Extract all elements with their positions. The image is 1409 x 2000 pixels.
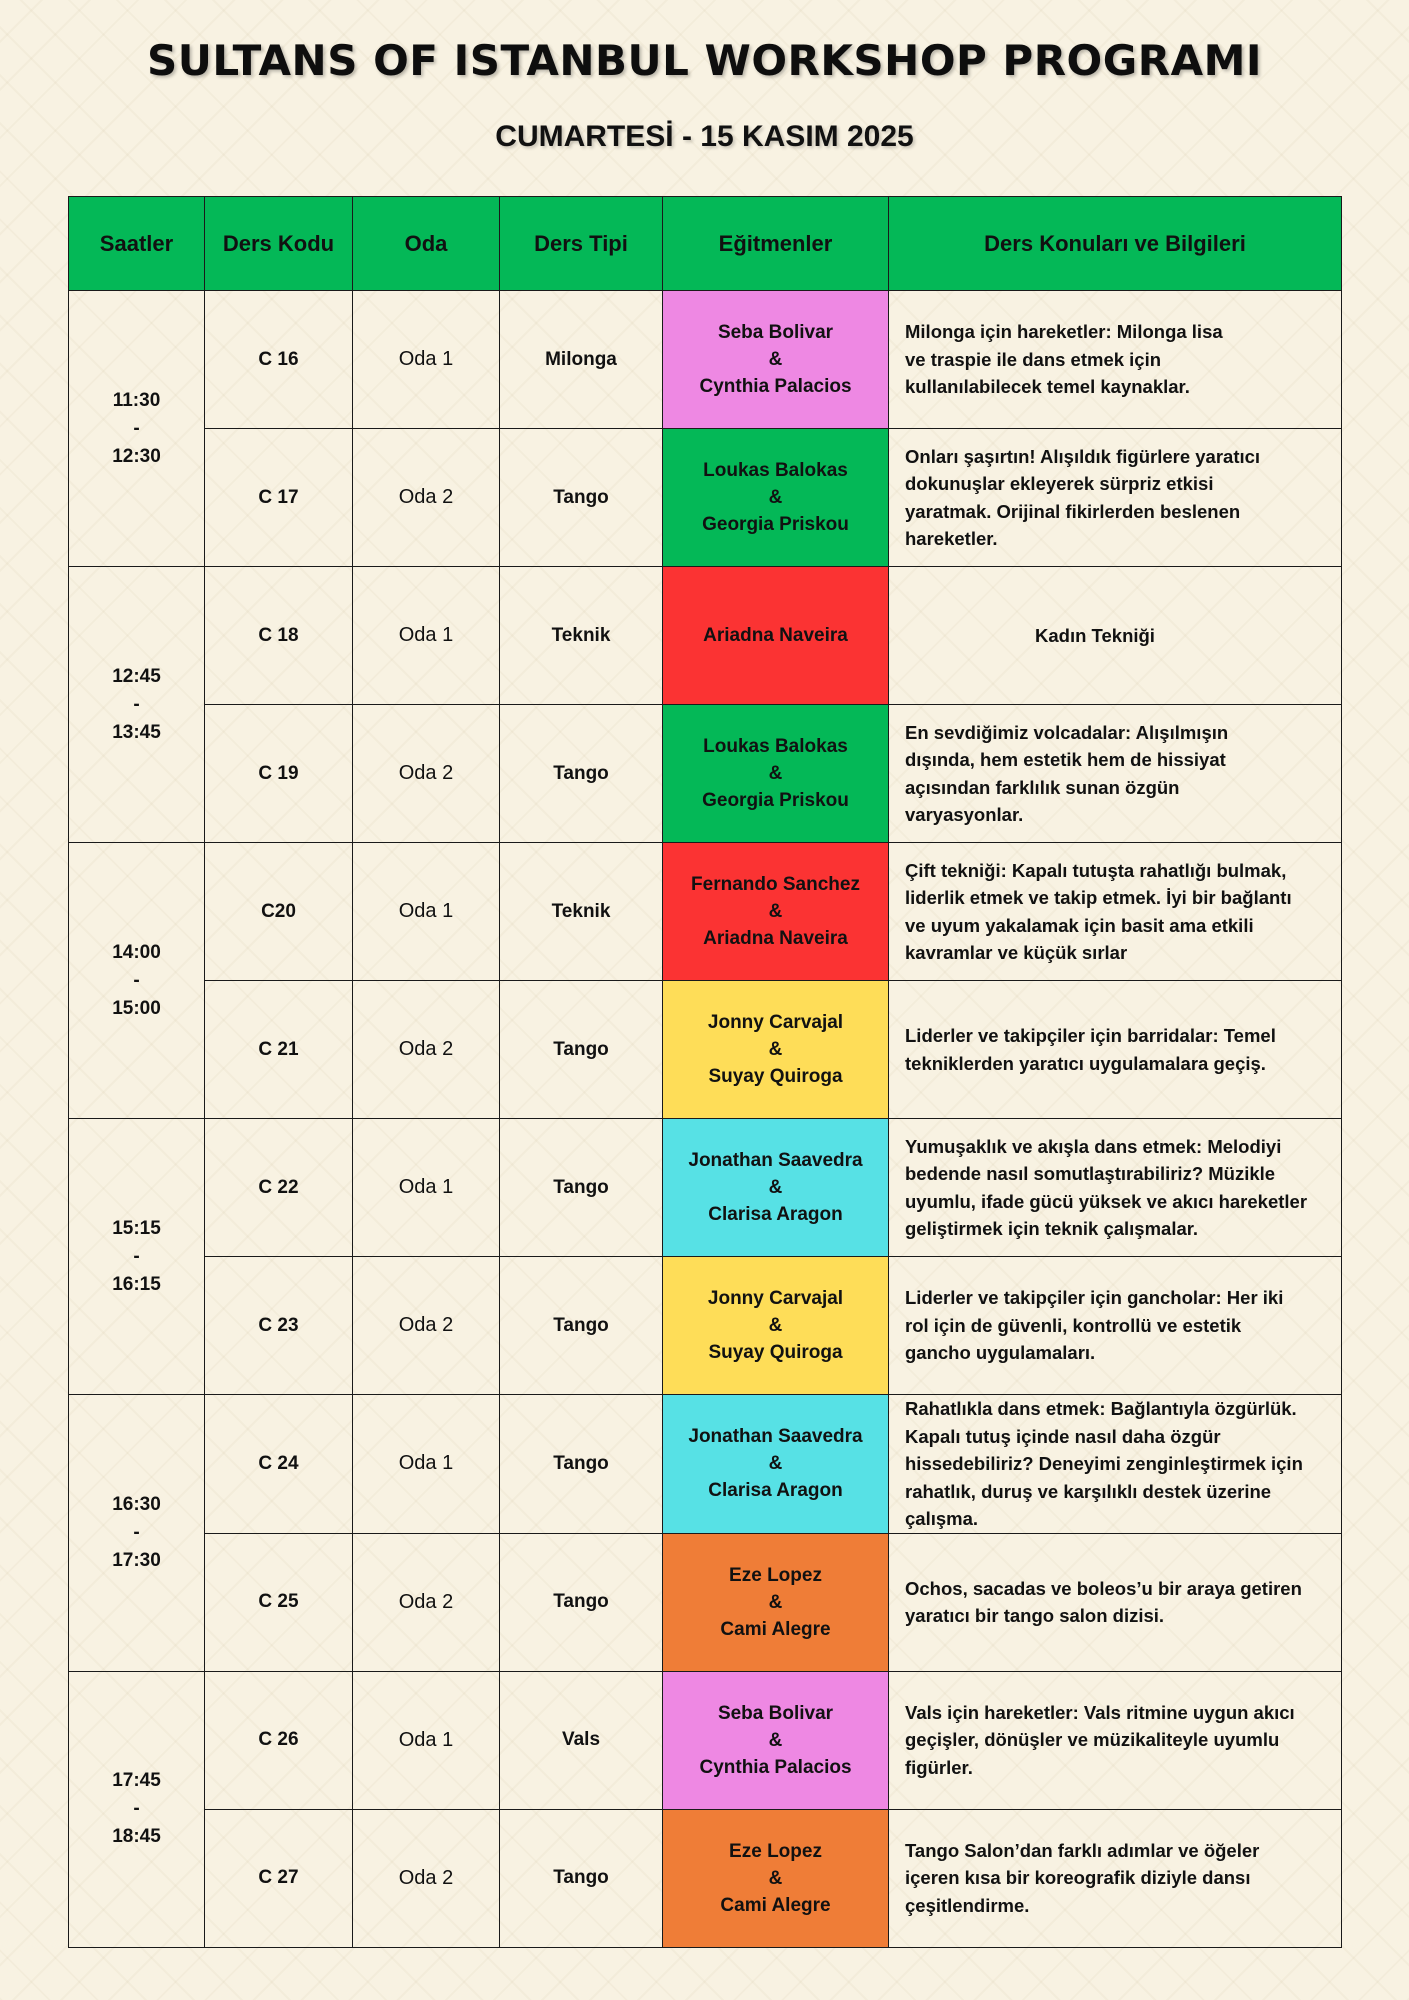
course-type-cell: Tango [500,429,663,567]
instructors-cell [663,1533,889,1671]
course-info-line: figürler. [905,1756,973,1778]
room-cell: Oda 1 [353,843,500,981]
room-cell: Oda 2 [353,705,500,843]
course-info-cell [889,1671,1342,1809]
course-info-line: Kadın Tekniği [1035,624,1155,646]
instructor-line: & [768,1177,783,1198]
course-info-line: Milonga için hareketler: Milonga lisa [905,321,1223,343]
course-info-cell [889,1533,1342,1671]
instructor-line: Suyay Quiroga [708,1066,843,1087]
course-info-line: ve traspie ile dans etmek için [905,348,1162,370]
instructor-line: Georgia Priskou [702,790,849,811]
instructor-line: Georgia Priskou [702,514,849,535]
instructors-cell [663,981,889,1119]
table-header-row [69,197,1342,291]
course-info-line: Liderler ve takipçiler için gancholar: Her iki [905,1287,1284,1309]
instructor-line: Ariadna Naveira [703,928,848,949]
instructor-line: Loukas Balokas [703,736,848,757]
course-code-cell: C 22 [205,1119,353,1257]
course-info-cell [889,981,1342,1119]
course-info-line: yaratıcı bir tango salon dizisi. [905,1605,1165,1626]
instructor-line: Cami Alegre [720,1894,831,1916]
instructor-line: & [768,1729,783,1751]
instructor-line: & [768,1591,783,1613]
table-row [69,981,1342,1119]
instructor-line: Seba Bolivar [717,322,834,343]
instructors-cell [663,1671,889,1809]
course-info-line: Liderler ve takipçiler için barridalar: Temel [905,1025,1276,1046]
schedule-table [68,196,1342,1948]
time-slot-line: - [133,1521,140,1543]
course-info-line: çeşitlendirme. [905,1894,1030,1916]
instructor-line: Suyay Quiroga [708,1342,843,1363]
course-type-cell: Tango [500,1533,663,1671]
time-slot-line: - [133,417,140,439]
course-info-line: hareketler. [905,528,998,549]
course-code-cell: C 24 [205,1395,353,1534]
instructors-cell [663,705,889,843]
course-type-cell: Tango [500,1395,663,1534]
table-row [69,429,1342,567]
header-egitmenler: Eğitmenler [663,197,889,291]
header-ders-kodu: Ders Kodu [205,197,353,291]
course-type-cell: Teknik [500,843,663,981]
table-row [69,843,1342,981]
course-info-line: geçişler, dönüşler ve müzikaliteyle uyumlu [905,1729,1280,1751]
course-info-line: Ochos, sacadas ve boleos’u bir araya getiren [905,1577,1302,1599]
course-info-line: uyumlu, ifade gücü yüksek ve akıcı hareketler [905,1190,1308,1212]
instructor-line: Cami Alegre [720,1618,831,1640]
instructor-line: Fernando Sanchez [691,874,860,895]
time-slot-line: 16:30 [112,1493,161,1515]
time-slot-cell [69,291,205,567]
time-slot-line: - [133,969,140,991]
header-saatler: Saatler [69,197,205,291]
course-type-cell: Tango [500,981,663,1119]
room-cell: Oda 2 [353,1533,500,1671]
instructor-line: & [768,1315,783,1336]
time-slot-line: 13:45 [112,721,161,743]
course-info-line: gancho uygulamaları. [905,1342,1096,1364]
time-slot-line: 12:45 [112,665,161,687]
instructor-line: & [768,1039,783,1060]
table-row [69,1809,1342,1947]
course-type-cell: Tango [500,1119,663,1257]
course-info-line: dokunuşlar ekleyerek sürpriz etkisi [905,473,1214,494]
instructor-line: Jonathan Saavedra [688,1426,863,1448]
time-slot-line: 17:45 [112,1770,161,1791]
room-cell: Oda 1 [353,1671,500,1809]
time-slot-line: - [133,693,140,715]
instructor-line: Cynthia Palacios [699,376,852,397]
instructors-cell [663,291,889,429]
time-slot-line: - [133,1245,140,1267]
table-row [69,291,1342,429]
room-cell: Oda 2 [353,1257,500,1395]
course-code-cell: C 26 [205,1671,353,1809]
time-slot-line: 17:30 [112,1549,161,1571]
table-row [69,1671,1342,1809]
course-info-line: Çift tekniği: Kapalı tutuşta rahatlığı bulmak, [905,859,1287,881]
course-info-line: kullanılabilecek temel kaynaklar. [905,376,1190,398]
time-slot-line: 11:30 [112,389,161,411]
time-slot-line: 18:45 [112,1826,161,1847]
instructors-cell [663,1809,889,1947]
course-info-line: kavramlar ve küçük sırlar [905,942,1128,963]
instructors-cell [663,1257,889,1395]
room-cell: Oda 2 [353,1809,500,1947]
course-info-cell [889,567,1342,705]
course-info-line: Kapalı tutuş içinde nasıl daha özgür [905,1425,1221,1447]
table-row [69,1257,1342,1395]
course-info-cell [889,1395,1342,1534]
course-info-line: açısından farklılık sunan özgün [905,776,1180,798]
instructor-line: & [768,1453,783,1475]
course-info-line: varyasyonlar. [905,804,1024,825]
room-cell: Oda 1 [353,1119,500,1257]
instructors-cell [663,429,889,567]
course-info-line: Rahatlıkla dans etmek: Bağlantıyla özgürlük. [905,1398,1297,1419]
instructor-line: Ariadna Naveira [703,625,848,646]
course-info-line: Tango Salon’dan farklı adımlar ve öğeler [905,1839,1260,1861]
course-code-cell: C 21 [205,981,353,1119]
instructor-line: Clarisa Aragon [708,1204,843,1225]
time-slot-line: - [133,1798,140,1819]
time-slot-line: 12:30 [112,445,161,467]
instructors-cell [663,843,889,981]
time-slot-cell [69,843,205,1119]
instructor-line: Cynthia Palacios [699,1756,852,1778]
course-info-line: Onları şaşırtın! Alışıldık figürlere yaratıcı [905,445,1261,467]
instructor-line: Eze Lopez [729,1840,822,1862]
course-info-cell [889,705,1342,843]
course-code-cell: C 25 [205,1533,353,1671]
course-info-line: Vals için hareketler: Vals ritmine uygun akıcı [905,1701,1295,1723]
instructor-line: Clarisa Aragon [708,1480,843,1502]
instructor-line: Loukas Balokas [703,460,848,481]
instructor-line: & [768,349,783,370]
course-type-cell: Tango [500,705,663,843]
header-ders-tipi: Ders Tipi [500,197,663,291]
instructors-cell [663,1395,889,1534]
course-info-line: çalışma. [905,1508,979,1529]
instructor-line: Eze Lopez [729,1564,822,1586]
course-code-cell: C 16 [205,291,353,429]
time-slot-cell [69,1119,205,1395]
instructors-cell [663,1119,889,1257]
course-info-line: içeren kısa bir koreografik diziyle dansı [905,1867,1251,1889]
course-type-cell: Tango [500,1809,663,1947]
course-info-line: bedende nasıl somutlaştırabiliriz? Müzikle [905,1163,1276,1184]
table-row [69,705,1342,843]
course-info-cell [889,843,1342,981]
time-slot-cell [69,567,205,843]
header-ders-konulari: Ders Konuları ve Bilgileri [889,197,1342,291]
course-code-cell: C 27 [205,1809,353,1947]
course-info-line: geliştirmek için teknik çalışmalar. [905,1218,1199,1239]
instructor-line: & [768,487,783,508]
time-slot-cell [69,1671,205,1947]
table-row [69,1119,1342,1257]
instructor-line: & [768,901,783,922]
instructor-line: Seba Bolivar [717,1702,834,1724]
course-info-cell [889,429,1342,567]
room-cell: Oda 2 [353,981,500,1119]
course-info-line: liderlik etmek ve takip etmek. İyi bir bağlantı [905,887,1292,908]
table-row [69,1395,1342,1534]
time-slot-cell [69,1395,205,1672]
course-info-line: yaratmak. Orijinal fikirlerden beslenen [905,500,1241,522]
time-slot-line: 15:15 [112,1217,161,1239]
time-slot-line: 16:15 [112,1273,161,1295]
course-type-cell: Teknik [500,567,663,705]
room-cell: Oda 2 [353,429,500,567]
page-subtitle: CUMARTESİ - 15 KASIM 2025 [495,120,914,153]
instructor-line: & [768,1867,783,1889]
course-code-cell: C 18 [205,567,353,705]
instructor-line: Jonathan Saavedra [688,1150,863,1171]
instructor-line: Jonny Carvajal [707,1012,844,1033]
instructor-line: & [768,763,783,784]
course-info-cell [889,1119,1342,1257]
course-info-cell [889,1257,1342,1395]
table-row [69,567,1342,705]
course-info-line: rol için de güvenli, kontrollü ve estetik [905,1314,1242,1336]
course-code-cell: C 23 [205,1257,353,1395]
course-info-line: dışında, hem estetik hem de hissiyat [905,749,1226,770]
room-cell: Oda 1 [353,1395,500,1534]
course-code-cell: C 17 [205,429,353,567]
table-row [69,1533,1342,1671]
course-code-cell: C 19 [205,705,353,843]
course-info-line: hissedebiliriz? Deneyimi zenginleştirmek için [905,1453,1303,1474]
course-type-cell: Milonga [500,291,663,429]
room-cell: Oda 1 [353,567,500,705]
course-code-cell: C20 [205,843,353,981]
instructors-cell [663,567,889,705]
course-type-cell: Tango [500,1257,663,1395]
course-type-cell: Vals [500,1671,663,1809]
course-info-line: En sevdiğimiz volcadalar: Alışılmışın [905,721,1229,743]
course-info-cell [889,291,1342,429]
page-title: SULTANS OF ISTANBUL WORKSHOP PROGRAMI [146,36,1262,85]
course-info-line: ve uyum yakalamak için basit ama etkili [905,914,1254,936]
time-slot-line: 14:00 [112,941,161,963]
course-info-line: rahatlık, duruş ve karşılıklı destek üzerine [905,1480,1272,1502]
course-info-line: tekniklerden yaratıcı uygulamalara geçiş. [905,1052,1266,1074]
time-slot-line: 15:00 [112,997,161,1019]
room-cell: Oda 1 [353,291,500,429]
header-oda: Oda [353,197,500,291]
instructor-line: Jonny Carvajal [707,1288,844,1309]
course-info-cell [889,1809,1342,1947]
course-info-line: Yumuşaklık ve akışla dans etmek: Melodiyi [905,1135,1282,1157]
